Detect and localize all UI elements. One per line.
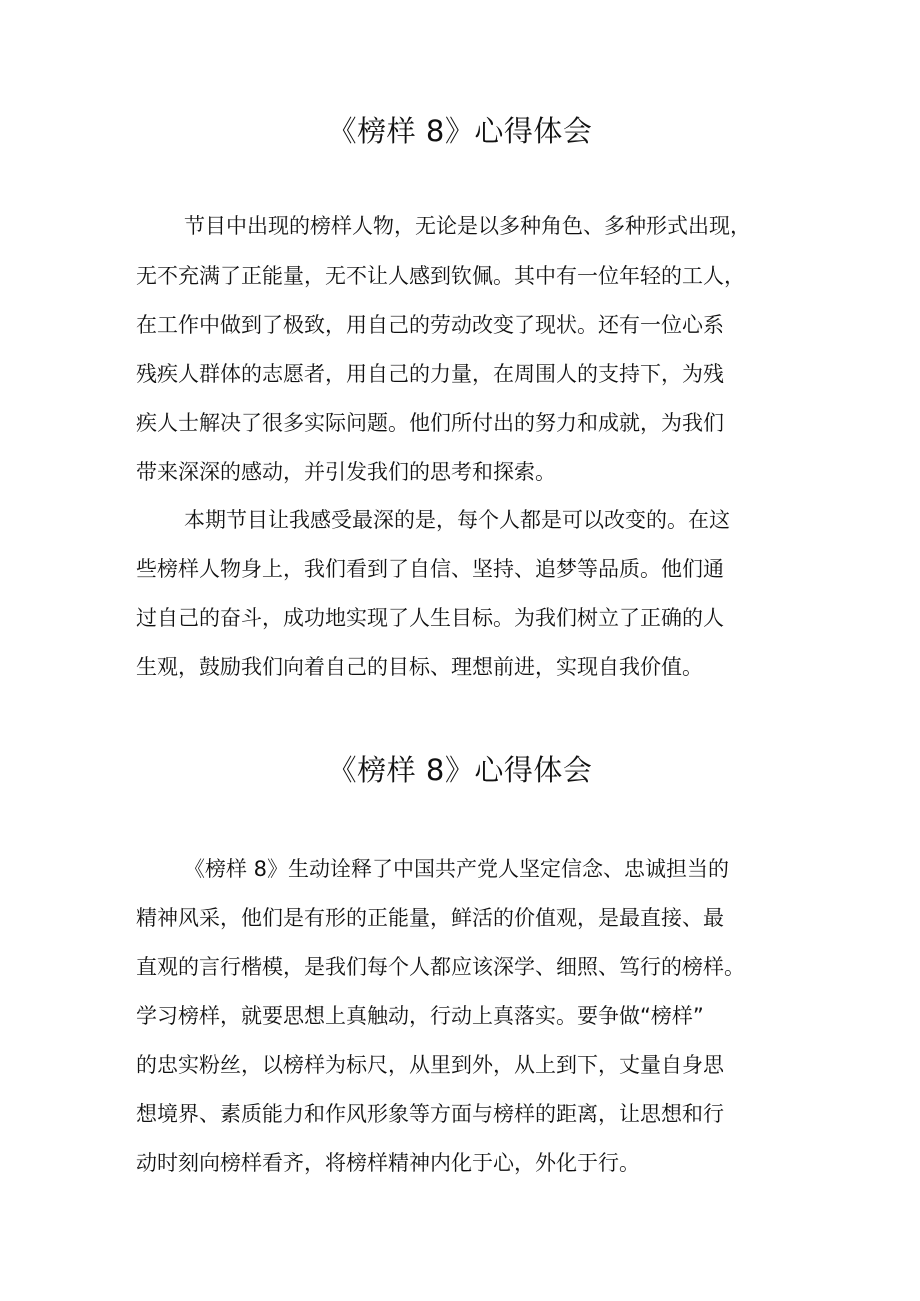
- section-1-line-4: 残疾人群体的志愿者，用自己的力量，在周围人的支持下，为残: [136, 362, 724, 386]
- section-2-line-1: 《榜样 8》生动诠释了中国共产党人坚定信念、忠诚担当的: [184, 857, 730, 881]
- section-1-line-5: 疾人士解决了很多实际问题。他们所付出的努力和成就，为我们: [136, 411, 724, 435]
- section-2-title: 《榜样 8》心得体会: [327, 753, 593, 787]
- section-2-line-2: 精神风采，他们是有形的正能量，鲜活的价值观，是最直接、最: [136, 906, 724, 930]
- section-1-line-1: 节目中出现的榜样人物，无论是以多种角色、多种形式出现，: [184, 214, 751, 238]
- section-1-line-10: 生观，鼓励我们向着自己的目标、理想前进，实现自我价值。: [136, 655, 703, 679]
- section-1-line-2: 无不充满了正能量，无不让人感到钦佩。其中有一位年轻的工人，: [136, 264, 745, 288]
- section-1-line-7: 本期节目让我感受最深的是，每个人都是可以改变的。在这: [184, 508, 730, 532]
- section-1-line-6: 带来深深的感动，并引发我们的思考和探索。: [136, 460, 556, 484]
- section-2-line-5: 的忠实粉丝，以榜样为标尺，从里到外，从上到下，丈量自身思: [136, 1053, 724, 1077]
- section-2-line-3: 直观的言行楷模，是我们每个人都应该深学、细照、笃行的榜样。: [136, 955, 745, 979]
- section-2-line-4: 学习榜样，就要思想上真触动，行动上真落实。要争做“榜样”: [136, 1004, 704, 1028]
- section-2-line-7: 动时刻向榜样看齐，将榜样精神内化于心，外化于行。: [136, 1151, 640, 1175]
- section-1-title: 《榜样 8》心得体会: [327, 114, 593, 148]
- section-1-line-8: 些榜样人物身上，我们看到了自信、坚持、追梦等品质。他们通: [136, 557, 724, 581]
- section-1-line-3: 在工作中做到了极致，用自己的劳动改变了现状。还有一位心系: [136, 313, 724, 337]
- section-2-line-6: 想境界、素质能力和作风形象等方面与榜样的距离，让思想和行: [136, 1102, 724, 1126]
- section-1-line-9: 过自己的奋斗，成功地实现了人生目标。为我们树立了正确的人: [136, 606, 724, 630]
